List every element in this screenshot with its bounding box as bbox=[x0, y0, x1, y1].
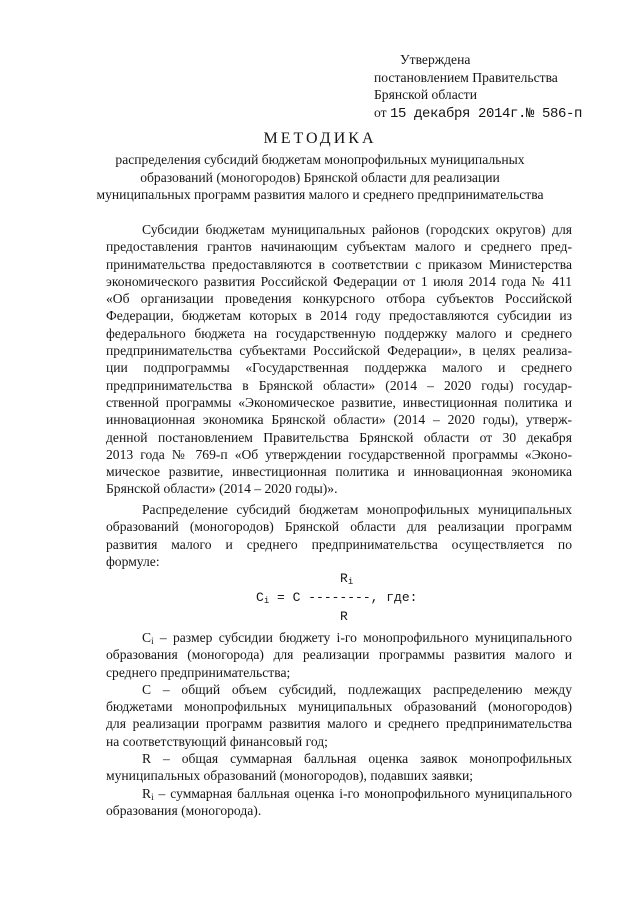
paragraph-line: ции подпрограммы «Государственная поддержка малого и среднего bbox=[106, 360, 572, 376]
subtitle-line: распределения субсидий бюджетам монопрофильных муниципальных bbox=[115, 152, 525, 167]
paragraph-line: ственной программы «Экономическое развитие, инвестиционная политика и bbox=[106, 394, 572, 410]
approval-line-approved: Утверждена bbox=[400, 52, 471, 67]
paragraph-line: Федерации, бюджетам которых в 2014 году предоставляются субсидии из bbox=[106, 308, 572, 324]
definition-line: среднего предпринимательства; bbox=[106, 664, 291, 680]
definition-c: С – общий объем субсидий, подлежащих распределению между bbox=[142, 681, 572, 697]
approval-date-prefix: от bbox=[374, 104, 387, 120]
approval-line-resolution: постановлением Правительства bbox=[374, 69, 558, 85]
paragraph-line: федерального бюджета на государственную поддержку малого и среднего bbox=[106, 325, 572, 341]
subtitle-line: муниципальных программ развития малого и среднего предпринимательства bbox=[96, 187, 544, 202]
document-subtitle bbox=[60, 151, 580, 204]
paragraph-line: мическое развитие, инвестиционная политика и инновационная экономика bbox=[106, 464, 572, 480]
approval-date-stamp: 15 декабря 2014г.№ 586-п bbox=[389, 105, 583, 122]
paragraph-line: предоставления грантов начинающим субъектам малого и среднего пред- bbox=[106, 239, 572, 255]
formula-numerator: $R_i$ bbox=[340, 571, 354, 587]
approval-date bbox=[374, 104, 582, 124]
definition-r: R – общая суммарная балльная оценка заявок монопрофильных bbox=[142, 751, 572, 767]
paragraph-line: «Об организации проведения конкурсного отбора субъектов Российской bbox=[106, 291, 572, 307]
paragraph-line: развития малого и среднего предпринимательства осуществляется по bbox=[106, 536, 572, 552]
paragraph-line: Брянской области» (2014 – 2020 годы)». bbox=[106, 481, 338, 497]
subtitle-line: образований (моногородов) Брянской области для реализации bbox=[140, 169, 500, 185]
definition-line: муниципальных образований (моногородов), подавших заявки; bbox=[106, 768, 474, 784]
definition-ri: $R_i$ – суммарная балльная оценка i-го монопрофильного муниципального bbox=[142, 785, 572, 802]
formula-lhs: C bbox=[256, 590, 264, 605]
definition-ci: $C_i$ – размер субсидии бюджету i-го монопрофильного муниципального bbox=[142, 630, 572, 646]
paragraph-line: образований (моногородов) Брянской области для реализации программ bbox=[106, 519, 572, 535]
definition-line: бюджетами монопрофильных муниципальных образований (моногородов) bbox=[106, 699, 572, 715]
paragraph-line: предпринимательства субъектами Российской Федерации», в целях реализа- bbox=[106, 343, 572, 359]
formula-rhs: = C --------, где: bbox=[269, 590, 418, 605]
paragraph-line: экономического развития Российской Федерации от 1 июля 2014 года № 411 bbox=[106, 273, 572, 289]
definition-line: образования (моногорода). bbox=[106, 802, 262, 818]
definition-line: для реализации программ развития малого и среднего предпринимательства bbox=[106, 716, 572, 732]
formula-definitions bbox=[106, 630, 572, 820]
paragraph-line: формуле: bbox=[106, 553, 160, 569]
paragraph-distribution bbox=[106, 502, 572, 571]
formula-denominator: R bbox=[340, 609, 348, 624]
paragraph-subsidies bbox=[106, 222, 572, 499]
paragraph-line: Распределение субсидий бюджетам монопрофильных муниципальных bbox=[142, 502, 572, 517]
paragraph-line: 2013 года № 769-п «Об утверждении государственной программы «Эконо- bbox=[106, 446, 572, 462]
approval-line-region: Брянской области bbox=[374, 87, 477, 102]
paragraph-line: принимательства предоставляются в соответствии с приказом Министерства bbox=[106, 256, 572, 272]
paragraph-line: Субсидии бюджетам муниципальных районов (городских округов) для bbox=[142, 222, 572, 237]
formula-main-line: $C_i = C$ --------, где: bbox=[256, 590, 418, 606]
document-title: МЕТОДИКА bbox=[263, 130, 377, 147]
paragraph-line: денной постановлением Правительства Брянской области от 30 декабря bbox=[106, 429, 572, 445]
paragraph-line: инновационная экономика Брянской области» (2014 – 2020 годы), утверж- bbox=[106, 412, 572, 428]
definition-line: на соответствующий финансовый год; bbox=[106, 733, 328, 749]
approval-block bbox=[374, 51, 582, 123]
definition-line: образования (моногорода) для реализации программы развития малого и bbox=[106, 647, 572, 663]
paragraph-line: предпринимательства в Брянской области» (2014 – 2020 годы) государ- bbox=[106, 377, 572, 393]
